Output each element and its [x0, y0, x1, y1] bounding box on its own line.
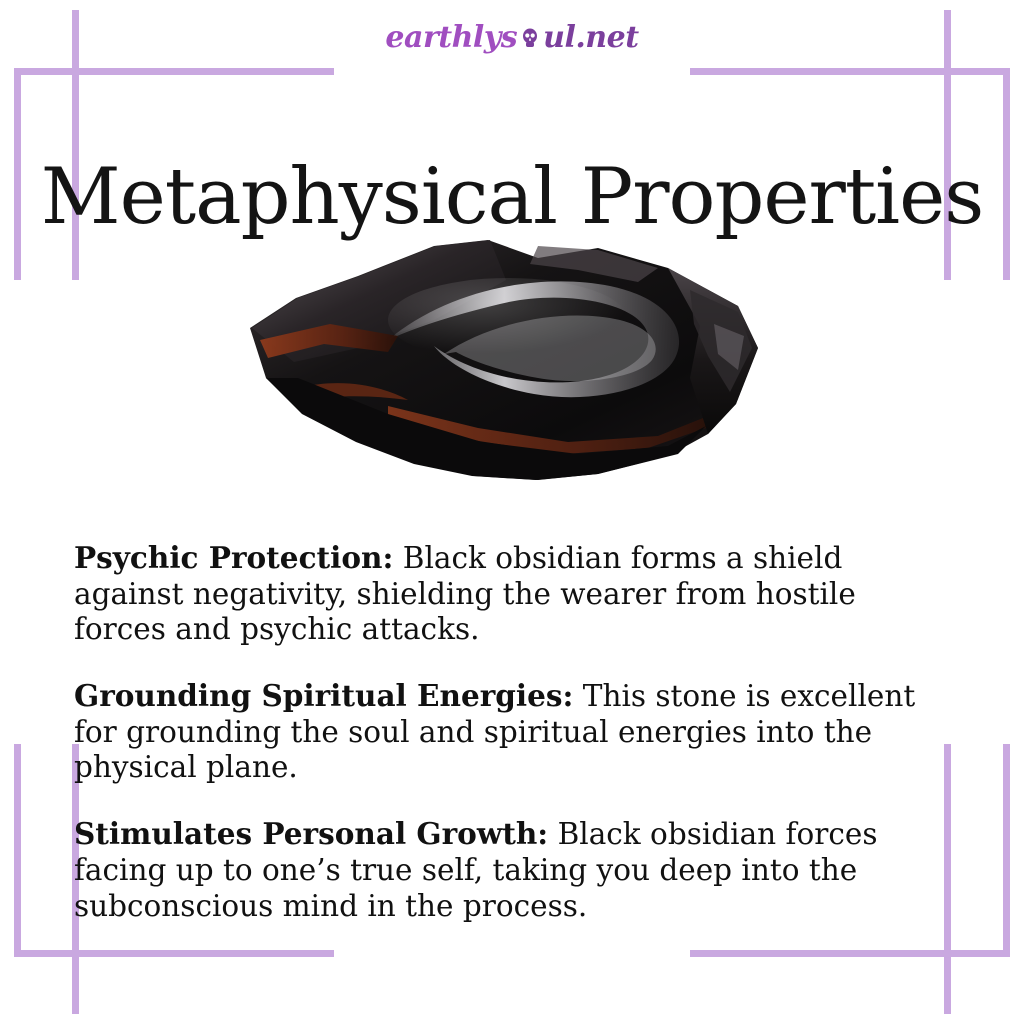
frame-line-bottom-right-horizontal: [690, 950, 1010, 957]
property-item-1: [74, 540, 954, 648]
metaphysical-properties-list: [74, 540, 954, 924]
brand-logo[interactable]: [0, 20, 1024, 55]
frame-line-top-left-horizontal: [14, 68, 334, 75]
property-heading-2: Grounding Spiritual Energies:: [74, 678, 574, 714]
frame-line-bottom-right-outer-vertical: [1003, 744, 1010, 957]
property-item-2: [74, 678, 954, 786]
property-heading-3: Stimulates Personal Growth:: [74, 816, 549, 852]
property-body-3: Black obsidian forces facing up to one’s true self, taking you deep into the subconscious mind in the process.: [74, 817, 878, 923]
frame-line-bottom-left-outer-vertical: [14, 744, 21, 957]
black-obsidian-specimen: [238, 228, 768, 503]
property-heading-1: Psychic Protection:: [74, 540, 394, 575]
property-body-2: This stone is excellent for grounding the soul and spiritual energies into the physical plane.: [74, 679, 916, 785]
brand-text-after: ul.net: [543, 20, 639, 55]
stone-gloss: [388, 278, 628, 362]
frame-line-bottom-left-horizontal: [14, 950, 334, 957]
property-body-1: Black obsidian forms a shield against negativity, shielding the wearer from hostile forces and psychic attacks.: [74, 541, 856, 647]
property-item-3: [74, 816, 954, 924]
frame-line-top-right-horizontal: [690, 68, 1010, 75]
brand-text-before: earthlys: [385, 20, 518, 55]
page-title: Metaphysical Properties: [40, 152, 984, 243]
skull-ornament-icon: [517, 26, 543, 52]
